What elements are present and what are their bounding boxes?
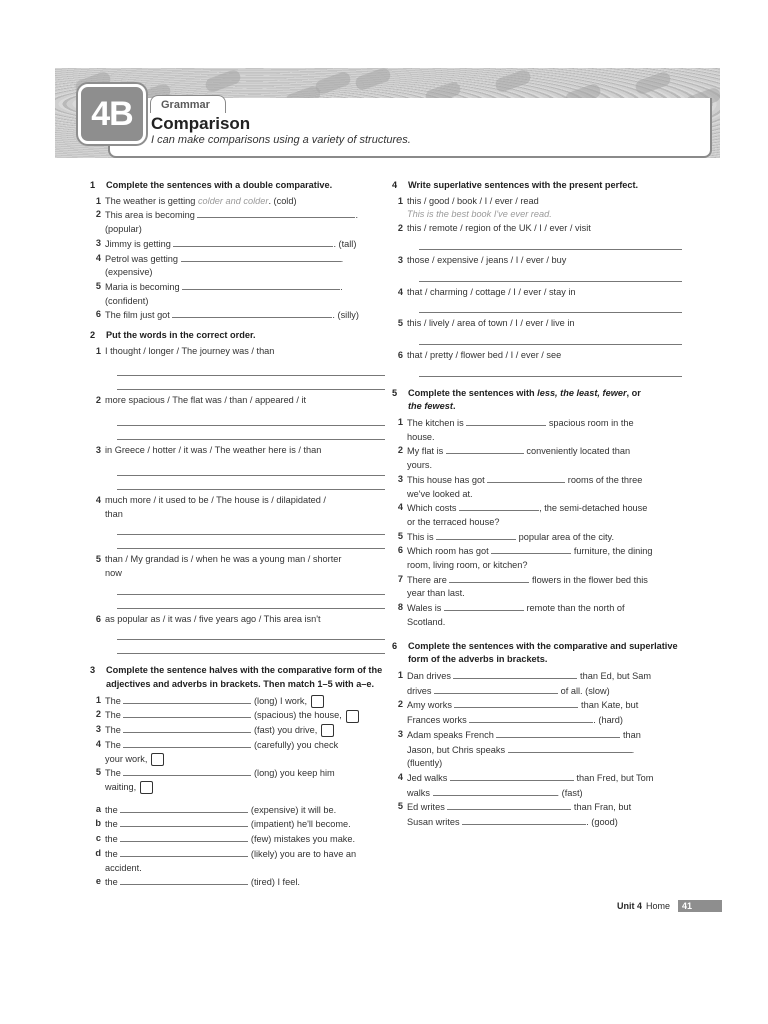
item-text: this / lively / area of town / I / ever / live in: [407, 318, 575, 329]
item-text: I thought / longer / The journey was / than: [105, 345, 275, 356]
item-number: 3: [397, 728, 403, 739]
unit-badge: 4B: [78, 84, 146, 144]
item-text: Dan drives: [407, 670, 451, 681]
answer-blank[interactable]: [469, 713, 593, 723]
item-number: 1: [95, 694, 101, 705]
item-text: (popular): [105, 224, 142, 235]
ex1-item: [90, 195, 385, 209]
item-text: room, living room, or kitchen?: [407, 560, 528, 571]
item-number: 6: [397, 545, 403, 556]
ex3-item: [90, 694, 385, 709]
item-text: (fast) you drive,: [253, 725, 318, 736]
ex6-item: [392, 728, 692, 771]
ex3-item: [90, 803, 385, 818]
exercise-5: [392, 387, 692, 630]
item-text: Which costs: [407, 503, 457, 514]
item-text: much more / it used to be / The house is / dilapidated /: [105, 494, 326, 505]
item-text: rooms of the three: [567, 474, 643, 485]
item-number: 2: [95, 395, 101, 406]
match-box[interactable]: [321, 724, 334, 737]
answer-line[interactable]: [117, 426, 385, 440]
item-number: 3: [397, 254, 403, 265]
item-text: than Kate, but: [581, 700, 639, 711]
item-text: than: [622, 729, 641, 740]
item-text: house.: [407, 431, 435, 442]
item-text: now: [105, 567, 122, 578]
answer-blank[interactable]: [454, 698, 578, 708]
answer-blank[interactable]: [487, 473, 565, 483]
item-number: 2: [397, 445, 403, 456]
answer-blank[interactable]: [120, 817, 248, 827]
item-number: 5: [95, 554, 101, 565]
item-number: 3: [95, 237, 101, 248]
page-footer: [617, 900, 722, 912]
ex3-item: [90, 723, 385, 738]
answer-line[interactable]: [117, 595, 385, 609]
item-number: 4: [95, 494, 101, 505]
ex3-item: [90, 875, 385, 890]
item-number: 3: [95, 445, 101, 456]
item-text: Amy works: [407, 700, 452, 711]
instruction-emphasis: less, the least, fewer: [537, 387, 627, 398]
footer-topic: Home: [646, 901, 671, 911]
answer-blank[interactable]: [466, 416, 546, 426]
item-text: Scotland.: [407, 616, 446, 627]
answer-blank[interactable]: [433, 786, 557, 796]
item-text: Adam speaks French: [407, 729, 494, 740]
answer-blank[interactable]: [123, 723, 251, 733]
item-text: (tired) I feel.: [250, 877, 300, 888]
ex5-item: [392, 544, 692, 572]
page-number: 41: [678, 900, 722, 912]
item-text: (likely) you are to have an: [250, 848, 357, 859]
item-number: 7: [397, 573, 403, 584]
item-number: 4: [397, 286, 403, 297]
ex1-item: [90, 208, 385, 236]
item-text: , the semi-detached house: [539, 503, 648, 514]
answer-line[interactable]: [419, 236, 682, 250]
item-text: . (cold): [268, 195, 297, 206]
item-number: 3: [95, 724, 101, 735]
ex5-item: [392, 501, 692, 529]
ex4-item: [392, 286, 692, 300]
item-number: 1: [397, 417, 403, 428]
item-text: This area is becoming: [105, 210, 195, 221]
item-number: 6: [95, 613, 101, 624]
item-text: than Fran, but: [573, 802, 632, 813]
match-box[interactable]: [346, 710, 359, 723]
item-number: 4: [397, 502, 403, 513]
item-text: The: [105, 739, 121, 750]
item-text: (long) I work,: [253, 695, 308, 706]
exercise-1: [90, 179, 385, 323]
ex3-item: [90, 766, 385, 794]
answer-blank[interactable]: [120, 847, 248, 857]
item-number: 4: [95, 738, 101, 749]
item-text: The: [105, 768, 121, 779]
ex1-item: [90, 280, 385, 308]
item-text: those / expensive / jeans / I / ever / buy: [407, 254, 567, 265]
item-text: (carefully) you check: [253, 739, 339, 750]
item-letter: a: [95, 803, 101, 814]
item-number: 5: [95, 280, 101, 291]
item-text: The kitchen is: [407, 418, 464, 429]
instruction-part: .: [452, 401, 456, 412]
item-number: 2: [397, 699, 403, 710]
exercise-number: 4: [392, 180, 398, 190]
item-letter: d: [95, 847, 101, 858]
item-number: 1: [95, 345, 101, 356]
item-text: in Greece / hotter / it was / The weather here is / than: [105, 445, 322, 456]
item-number: 6: [397, 349, 403, 360]
ex6-item: [392, 698, 692, 727]
ex4-item: [392, 222, 692, 236]
ex5-item: [392, 473, 692, 501]
answer-blank[interactable]: [173, 237, 333, 247]
item-text: your work,: [105, 753, 148, 764]
example-answer: colder and colder: [197, 195, 269, 206]
item-text: as popular as / it was / five years ago / This area isn't: [105, 613, 321, 624]
item-number: 1: [397, 669, 403, 680]
item-text: . (good): [586, 817, 618, 828]
ex2-item: [90, 394, 385, 408]
item-number: 4: [95, 252, 101, 263]
item-text: There are: [407, 574, 447, 585]
answer-blank[interactable]: [181, 252, 341, 262]
answer-line[interactable]: [117, 462, 385, 476]
item-text: This house has got: [407, 474, 485, 485]
ex4-item: [392, 349, 692, 363]
item-number: 2: [397, 223, 403, 234]
match-box[interactable]: [311, 695, 324, 708]
exercise-instruction: Put the words in the correct order.: [106, 330, 256, 341]
item-text: Petrol was getting: [105, 253, 179, 264]
item-text: remote than the north of: [526, 603, 625, 614]
item-text: yours.: [407, 460, 433, 471]
ex3-item: [90, 832, 385, 847]
answer-line[interactable]: [419, 363, 682, 377]
item-text: drives: [407, 685, 432, 696]
exercise-6: [392, 640, 692, 830]
item-text: accident.: [105, 862, 142, 873]
item-text: Susan writes: [407, 817, 460, 828]
exercise-number: 1: [90, 180, 96, 190]
item-number: 1: [95, 195, 101, 206]
item-text: waiting,: [105, 781, 137, 792]
item-text: than / My grandad is / when he was a young man / shorter: [105, 554, 342, 565]
item-text: (long) you keep him: [253, 768, 335, 779]
item-text: .: [631, 744, 635, 755]
item-number: 2: [95, 209, 101, 220]
item-text: (spacious) the house,: [253, 710, 342, 721]
ex4-item: [392, 254, 692, 268]
item-text: that / pretty / flower bed / I / ever / see: [407, 349, 562, 360]
answer-blank[interactable]: [447, 800, 571, 810]
exercise-3: [90, 664, 385, 890]
item-number: 5: [397, 318, 403, 329]
exercise-instruction: Complete the sentences with the comparative and superlative form of the adverbs in brackets.: [408, 640, 678, 665]
item-text: Ed writes: [407, 802, 445, 813]
ex3-item: [90, 708, 385, 723]
answer-line[interactable]: [117, 581, 385, 595]
answer-blank[interactable]: [444, 601, 524, 611]
item-number: 1: [397, 195, 403, 206]
item-text: The weather is getting: [105, 195, 198, 206]
ex2-item: [90, 553, 385, 580]
answer-line[interactable]: [117, 626, 385, 640]
item-text: popular area of the city.: [518, 531, 615, 542]
answer-blank[interactable]: [446, 444, 524, 454]
ex5-item: [392, 530, 692, 545]
item-text: the: [105, 848, 118, 859]
item-number: 5: [397, 530, 403, 541]
item-text: My flat is: [407, 446, 444, 457]
left-column: [90, 179, 385, 896]
answer-blank[interactable]: [120, 875, 248, 885]
ex2-item: [90, 444, 385, 458]
item-text: than Ed, but Sam: [580, 670, 652, 681]
answer-blank[interactable]: [508, 743, 632, 753]
item-text: than: [105, 508, 123, 519]
item-letter: c: [95, 833, 101, 844]
item-text: (few) mistakes you make.: [250, 834, 356, 845]
ex2-item: [90, 345, 385, 359]
item-number: 5: [95, 767, 101, 778]
ex3-item: [90, 738, 385, 766]
exercise-instruction: Complete the sentences with a double comparative.: [106, 180, 333, 190]
item-text: we've looked at.: [407, 488, 473, 499]
page-title: Comparison: [151, 114, 251, 133]
item-number: 3: [397, 473, 403, 484]
item-text: . (fast): [556, 787, 583, 798]
answer-line[interactable]: [419, 331, 682, 345]
item-text: flowers in the flower bed this: [531, 574, 648, 585]
item-number: 6: [95, 309, 101, 320]
item-text: furniture, the dining: [573, 546, 653, 557]
answer-blank[interactable]: [462, 815, 586, 825]
answer-blank[interactable]: [172, 308, 332, 318]
ex6-item: [392, 771, 692, 800]
ex2-item: [90, 613, 385, 627]
answer-blank[interactable]: [197, 208, 355, 218]
instruction-part: , or: [626, 387, 641, 398]
item-number: 5: [397, 801, 403, 812]
exercise-number: 3: [90, 665, 96, 676]
exercise-number: 5: [392, 387, 398, 398]
ex6-item: [392, 669, 692, 698]
item-letter: b: [95, 818, 101, 829]
answer-line[interactable]: [117, 535, 385, 549]
answer-blank[interactable]: [123, 694, 251, 704]
item-text: (impatient) he'll become.: [250, 819, 351, 830]
ex1-item: [90, 308, 385, 323]
answer-blank[interactable]: [450, 771, 574, 781]
answer-line[interactable]: [117, 521, 385, 535]
item-text: Jason, but Chris speaks: [407, 744, 506, 755]
item-text: This is: [407, 531, 434, 542]
item-text: the: [105, 804, 118, 815]
ex5-item: [392, 601, 692, 629]
instruction-part: Complete the sentences with: [408, 387, 538, 398]
item-text: Maria is becoming: [105, 281, 180, 292]
item-text: Frances works: [407, 715, 467, 726]
exercise-instruction: Complete the sentence halves with the comparative form of the adjectives and adverbs in brackets. Then match 1–5 with a–e.: [106, 665, 383, 690]
item-text: this / remote / region of the UK / I / ever / visit: [407, 223, 591, 234]
item-text: (fluently): [407, 758, 443, 769]
item-text: Which room has got: [407, 546, 489, 557]
exercise-4: [392, 179, 692, 377]
item-text: of all. (slow): [560, 685, 610, 696]
ex2-item: [90, 494, 385, 521]
answer-blank[interactable]: [123, 708, 251, 718]
exercise-2: [90, 329, 385, 654]
ex5-item: [392, 573, 692, 601]
item-number: 8: [397, 602, 403, 613]
footer-unit: Unit 4: [617, 901, 643, 911]
item-text: .: [355, 210, 358, 221]
item-text: . (tall): [333, 238, 357, 249]
ex5-item: [392, 444, 692, 472]
item-text: The: [105, 725, 121, 736]
item-text: that / charming / cottage / I / ever / stay in: [407, 286, 576, 297]
answer-blank[interactable]: [120, 832, 248, 842]
item-text: Wales is: [407, 603, 442, 614]
answer-line[interactable]: [117, 376, 385, 390]
item-text: .: [340, 281, 343, 292]
answer-blank[interactable]: [496, 728, 620, 738]
answer-blank[interactable]: [449, 573, 529, 583]
item-number: 4: [397, 771, 403, 782]
item-text: Jimmy is getting: [105, 238, 171, 249]
ex4-item: [392, 195, 692, 222]
ex1-item: [90, 252, 385, 280]
item-text: spacious room in the: [548, 418, 634, 429]
item-text: The film just got: [105, 310, 170, 321]
exercise-number: 2: [90, 330, 96, 341]
item-text: this / good / book / I / ever / read: [407, 195, 539, 206]
answer-line[interactable]: [117, 640, 385, 654]
ex5-item: [392, 416, 692, 444]
exercise-instruction: Write superlative sentences with the present perfect.: [408, 180, 639, 190]
section-label: Grammar: [150, 95, 226, 113]
answer-blank[interactable]: [123, 766, 251, 776]
item-text: more spacious / The flat was / than / appeared / it: [105, 395, 307, 406]
item-text: The: [105, 710, 121, 721]
answer-line[interactable]: [117, 412, 385, 426]
answer-blank[interactable]: [459, 501, 539, 511]
instruction-emphasis: the fewest: [408, 401, 453, 412]
ex3-item: [90, 817, 385, 832]
answer-blank[interactable]: [436, 530, 516, 540]
ex1-item: [90, 237, 385, 252]
ex4-item: [392, 317, 692, 331]
item-text: the: [105, 819, 118, 830]
item-text: . (silly): [332, 310, 359, 321]
answer-blank[interactable]: [434, 684, 558, 694]
item-text: or the terraced house?: [407, 516, 500, 527]
exercise-number: 6: [392, 640, 398, 651]
right-column: [392, 179, 692, 836]
item-text: (expensive): [105, 267, 153, 278]
answer-blank[interactable]: [123, 738, 251, 748]
answer-line[interactable]: [419, 299, 682, 313]
item-text: conveniently located than: [526, 446, 631, 457]
item-text: than Fred, but Tom: [576, 772, 654, 783]
answer-line[interactable]: [117, 362, 385, 376]
match-box[interactable]: [140, 781, 153, 794]
item-number: 2: [95, 709, 101, 720]
item-text: .: [340, 253, 344, 264]
answer-blank[interactable]: [182, 280, 340, 290]
answer-blank[interactable]: [491, 544, 571, 554]
item-text: The: [105, 695, 121, 706]
item-text: (confident): [105, 295, 149, 306]
answer-line[interactable]: [419, 268, 682, 282]
item-text: the: [105, 834, 118, 845]
answer-blank[interactable]: [453, 669, 577, 679]
ex3-item: [90, 847, 385, 875]
item-text: (expensive) it will be.: [250, 804, 337, 815]
item-letter: e: [95, 876, 101, 887]
match-box[interactable]: [151, 753, 164, 766]
exercise-instruction: [408, 387, 692, 414]
answer-line[interactable]: [117, 476, 385, 490]
answer-blank[interactable]: [120, 803, 248, 813]
ex6-item: [392, 800, 692, 829]
item-text: Jed walks: [407, 772, 448, 783]
item-text: the: [105, 877, 118, 888]
page-subtitle: I can make comparisons using a variety of structures.: [151, 134, 411, 146]
item-text: year than last.: [407, 588, 465, 599]
item-text: walks: [407, 787, 430, 798]
example-answer: This is the best book I've ever read.: [407, 209, 552, 220]
item-text: . (hard): [593, 715, 623, 726]
